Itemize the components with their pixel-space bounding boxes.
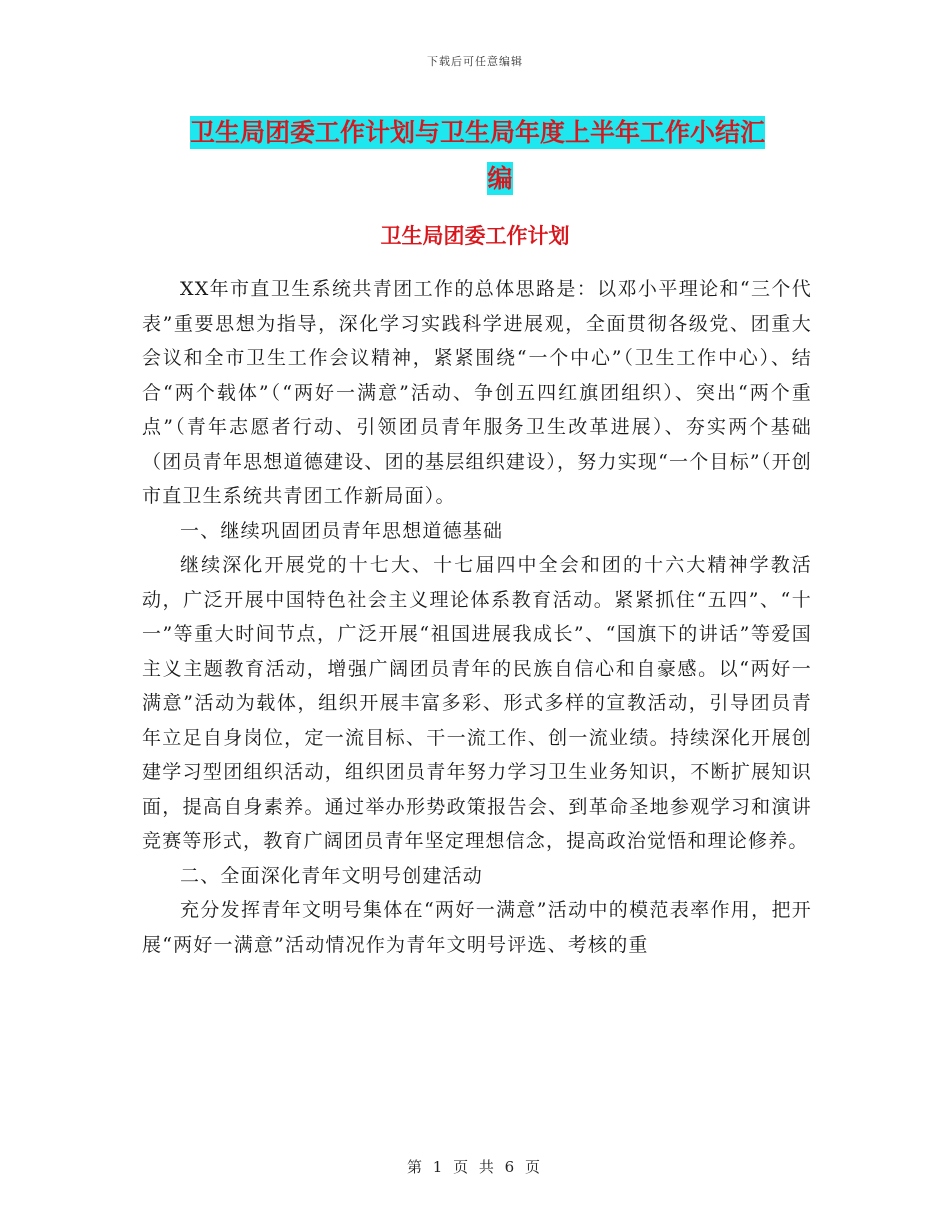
main-title-line1: 卫生局团委工作计划与卫生局年度上半年工作小结汇 xyxy=(190,118,766,147)
section-title: 卫生局团委工作计划 xyxy=(380,224,570,248)
paragraph-2: 充分发挥青年文明号集体在“两好一满意”活动中的模范表率作用，把开展“两好一满意”活动情况作为青年文明号评选、考核的重 xyxy=(142,899,812,956)
main-title xyxy=(190,110,810,202)
page-footer: 第 1 页 共 6 页 xyxy=(407,1158,543,1176)
document-body xyxy=(142,272,812,962)
paragraph-intro: XX年市直卫生系统共青团工作的总体思路是：以邓小平理论和“三个代表”重要思想为指导，深化学习实践科学进展观，全面贯彻各级党、团重大会议和全市卫生工作会议精神，紧紧围绕“一个中心”（卫生工作中心）、结合“两个载体”（“两好一满意”活动、争创五四红旗团组织）、突出“两个重点”（青年志愿者行动、引领团员青年服务卫生改革进展）、夯实两个基础（团员青年思想道德建设、团的基层组织建设），努力实现“一个目标”（开创市直卫生系统共青团工作新局面）。 xyxy=(142,278,812,507)
header-note: 下载后可任意编辑 xyxy=(427,55,523,68)
main-title-line2: 编 xyxy=(487,164,513,193)
heading-2: 二、全面深化青年文明号创建活动 xyxy=(180,864,484,887)
paragraph-1: 继续深化开展党的十七大、十七届四中全会和团的十六大精神学教活动，广泛开展中国特色社会主义理论体系教育活动。紧紧抓住“五四”、“十一”等重大时间节点，广泛开展“祖国进展我成长”、“国旗下的讲话”等爱国主义主题教育活动，增强广阔团员青年的民族自信心和自豪感。以“两好一满意”活动为载体，组织开展丰富多彩、形式多样的宣教活动，引导团员青年立足自身岗位，定一流目标、干一流工作、创一流业绩。持续深化开展创建学习型团组织活动，组织团员青年努力学习卫生业务知识，不断扩展知识面，提高自身素养。通过举办形势政策报告会、到革命圣地参观学习和演讲竞赛等形式，教育广阔团员青年坚定理想信念，提高政治觉悟和理论修养。 xyxy=(142,554,812,852)
heading-1: 一、继续巩固团员青年思想道德基础 xyxy=(180,519,504,542)
